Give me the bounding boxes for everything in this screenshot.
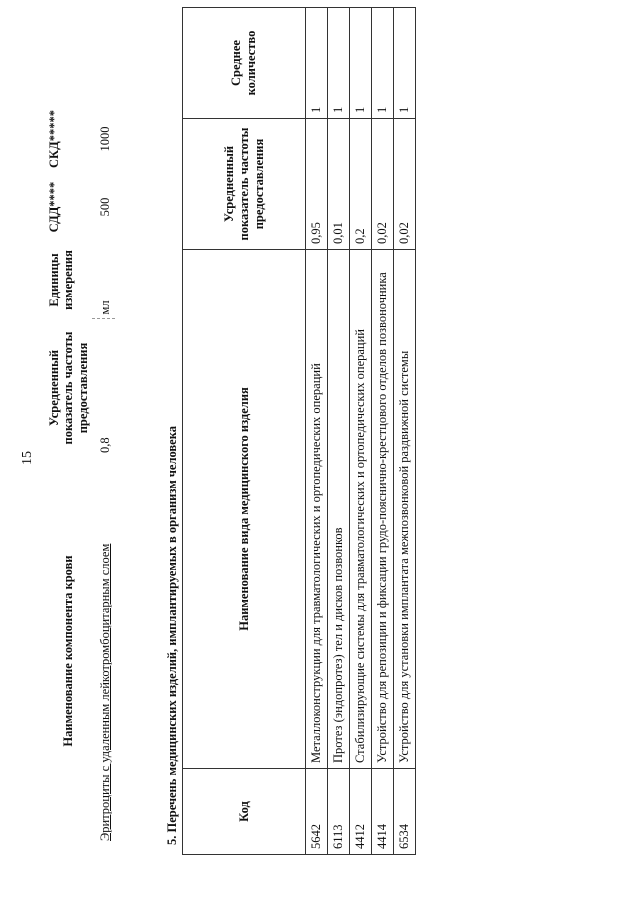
row-code: 6534 [394,769,416,855]
row-frequency: 0,02 [372,119,394,250]
table-row [306,8,328,855]
row-code: 4412 [350,769,372,855]
blood-row-sdd: 500 [98,197,113,217]
blood-row-name: Эритроциты с удаленным лейкотромбоцитарным слоем [98,543,113,841]
implant-header-name: Наименование вида медицинского изделия [183,250,306,769]
row-name: Стабилизирующие системы для травматологических и ортопедических операций [350,250,372,769]
table-row [394,8,416,855]
blood-header-frequency: Усредненный показатель частоты предоставления [47,331,90,445]
blood-header-sdd: СДД**** [47,181,61,233]
row-quantity: 1 [350,8,372,119]
row-frequency: 0,01 [328,119,350,250]
row-quantity: 1 [394,8,416,119]
implant-header-code: Код [183,769,306,855]
implant-header-quantity: Среднее количество [183,8,306,119]
row-name: Устройство для репозиции и фиксации грудо-пояснично-крестцового отделов позвоночника [372,250,394,769]
blood-row-frequency: 0,8 [92,319,115,457]
implant-table-header-row [183,8,306,855]
row-name: Устройство для установки имплантата межпозвонковой раздвижной системы [394,250,416,769]
blood-table-header-row [45,105,92,845]
blood-row-skd: 1000 [98,126,113,152]
row-quantity: 1 [372,8,394,119]
blood-header-name: Наименование компонента крови [61,555,76,747]
row-name: Металлоконструкции для травматологических и ортопедических операций [306,250,328,769]
table-row [372,8,394,855]
row-quantity: 1 [306,8,328,119]
row-name: Протез (эндопротез) тел и дисков позвонков [328,250,350,769]
implant-header-frequency: Усредненный показатель частоты предоставления [183,119,306,250]
row-frequency: 0,02 [394,119,416,250]
row-frequency: 0,95 [306,119,328,250]
table-row [328,8,350,855]
row-frequency: 0,2 [350,119,372,250]
blood-header-skd: СКД***** [47,110,61,168]
row-code: 5642 [306,769,328,855]
blood-row-units: мл [98,300,113,315]
row-code: 6113 [328,769,350,855]
row-quantity: 1 [328,8,350,119]
implant-table [182,7,416,855]
blood-header-units: Единицы измерения [47,250,76,310]
row-code: 4414 [372,769,394,855]
blood-component-table [45,105,115,846]
page-number: 15 [20,451,35,465]
section-title: 5. Перечень медицинских изделий, имплантируемых в организм человека [165,426,179,845]
blood-table-row [92,105,115,845]
table-row [350,8,372,855]
